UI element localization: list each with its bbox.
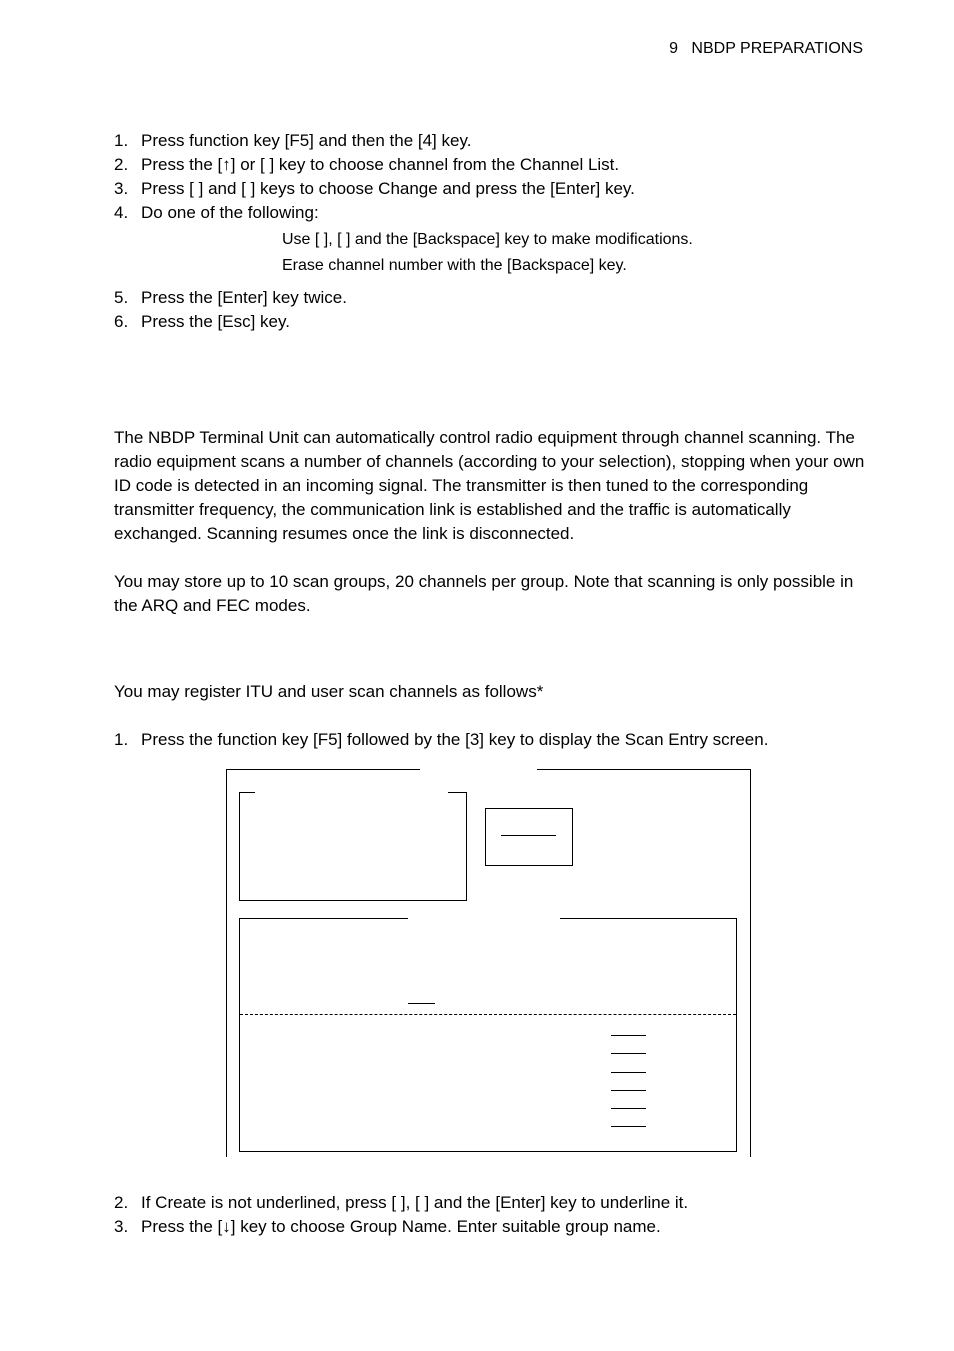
list-item: 6. Press the [Esc] key.: [114, 312, 290, 331]
lower-panel-bottom: [239, 1151, 737, 1152]
small-field-box: [485, 808, 573, 866]
procedure-steps-create-group: [114, 1191, 688, 1239]
paragraph: You may register ITU and user scan channels as follows*: [114, 682, 544, 701]
small-field-underline: [501, 835, 556, 836]
paragraph: You may store up to 10 scan groups, 20 channels per group. Note that scanning is only possible in the ARQ and FEC modes.: [114, 572, 854, 615]
upper-panel-top-left: [239, 792, 255, 793]
list-item: 1. Press function key [F5] and then the [4] key.: [114, 131, 472, 150]
upper-panel-left: [239, 792, 240, 901]
chapter-number: 9: [669, 40, 679, 57]
outer-frame-top-left: [226, 769, 420, 770]
list-item: 3. Press the [↓] key to choose Group Name. Enter suitable group name.: [114, 1217, 661, 1236]
list-item: 1. Press the function key [F5] followed by the [3] key to display the Scan Entry screen.: [114, 730, 769, 749]
dashed-separator: [240, 1014, 736, 1015]
sub-option-erase: Erase channel number with the [Backspace] key.: [282, 257, 627, 274]
lower-panel-left: [239, 918, 240, 1152]
lower-panel-top-left: [239, 918, 408, 919]
list-item: 4. Do one of the following:: [114, 203, 319, 222]
chapter-title: NBDP PREPARATIONS: [691, 40, 863, 57]
sub-option-modify: Use [ ], [ ] and the [Backspace] key to make modifications.: [282, 231, 693, 248]
outer-frame-right: [750, 769, 751, 1157]
channel-underline: [611, 1126, 646, 1127]
list-item: 5. Press the [Enter] key twice.: [114, 288, 347, 307]
channel-underline: [611, 1108, 646, 1109]
upper-panel-right: [466, 792, 467, 901]
paragraph: The NBDP Terminal Unit can automatically control radio equipment through channel scanning. The radio equipment scans a number of channels (according to your selection), stopping when your own ID code is detected in an incoming signal. The transmitter is then tuned to the corresponding transmitter frequency, the communication link is established and the traffic is automatically exchanged. Scanning resumes once the link is disconnected.: [114, 428, 865, 543]
outer-frame-left: [226, 769, 227, 1157]
field-underline: [408, 1003, 435, 1004]
scan-group-limits: [114, 570, 874, 618]
lower-panel-right: [736, 918, 737, 1152]
procedure-steps-change-channel: [114, 129, 635, 225]
list-item: 3. Press [ ] and [ ] keys to choose Change and press the [Enter] key.: [114, 179, 635, 198]
upper-panel-bottom: [239, 900, 467, 901]
procedure-steps-finish: [114, 286, 347, 334]
register-intro: [114, 680, 874, 704]
lower-panel-top-right: [560, 918, 737, 919]
channel-underline: [611, 1053, 646, 1054]
upper-panel-top-right: [448, 792, 467, 793]
list-item: 2. Press the [↑] or [ ] key to choose channel from the Channel List.: [114, 155, 620, 174]
scanning-description: [114, 426, 874, 546]
page-header: [669, 40, 863, 58]
procedure-steps-scan-entry: [114, 728, 768, 752]
channel-underline: [611, 1090, 646, 1091]
channel-underline: [611, 1035, 646, 1036]
list-item: 2. If Create is not underlined, press [ ], [ ] and the [Enter] key to underline it.: [114, 1193, 689, 1212]
outer-frame-top-right: [537, 769, 751, 770]
channel-underline: [611, 1072, 646, 1073]
